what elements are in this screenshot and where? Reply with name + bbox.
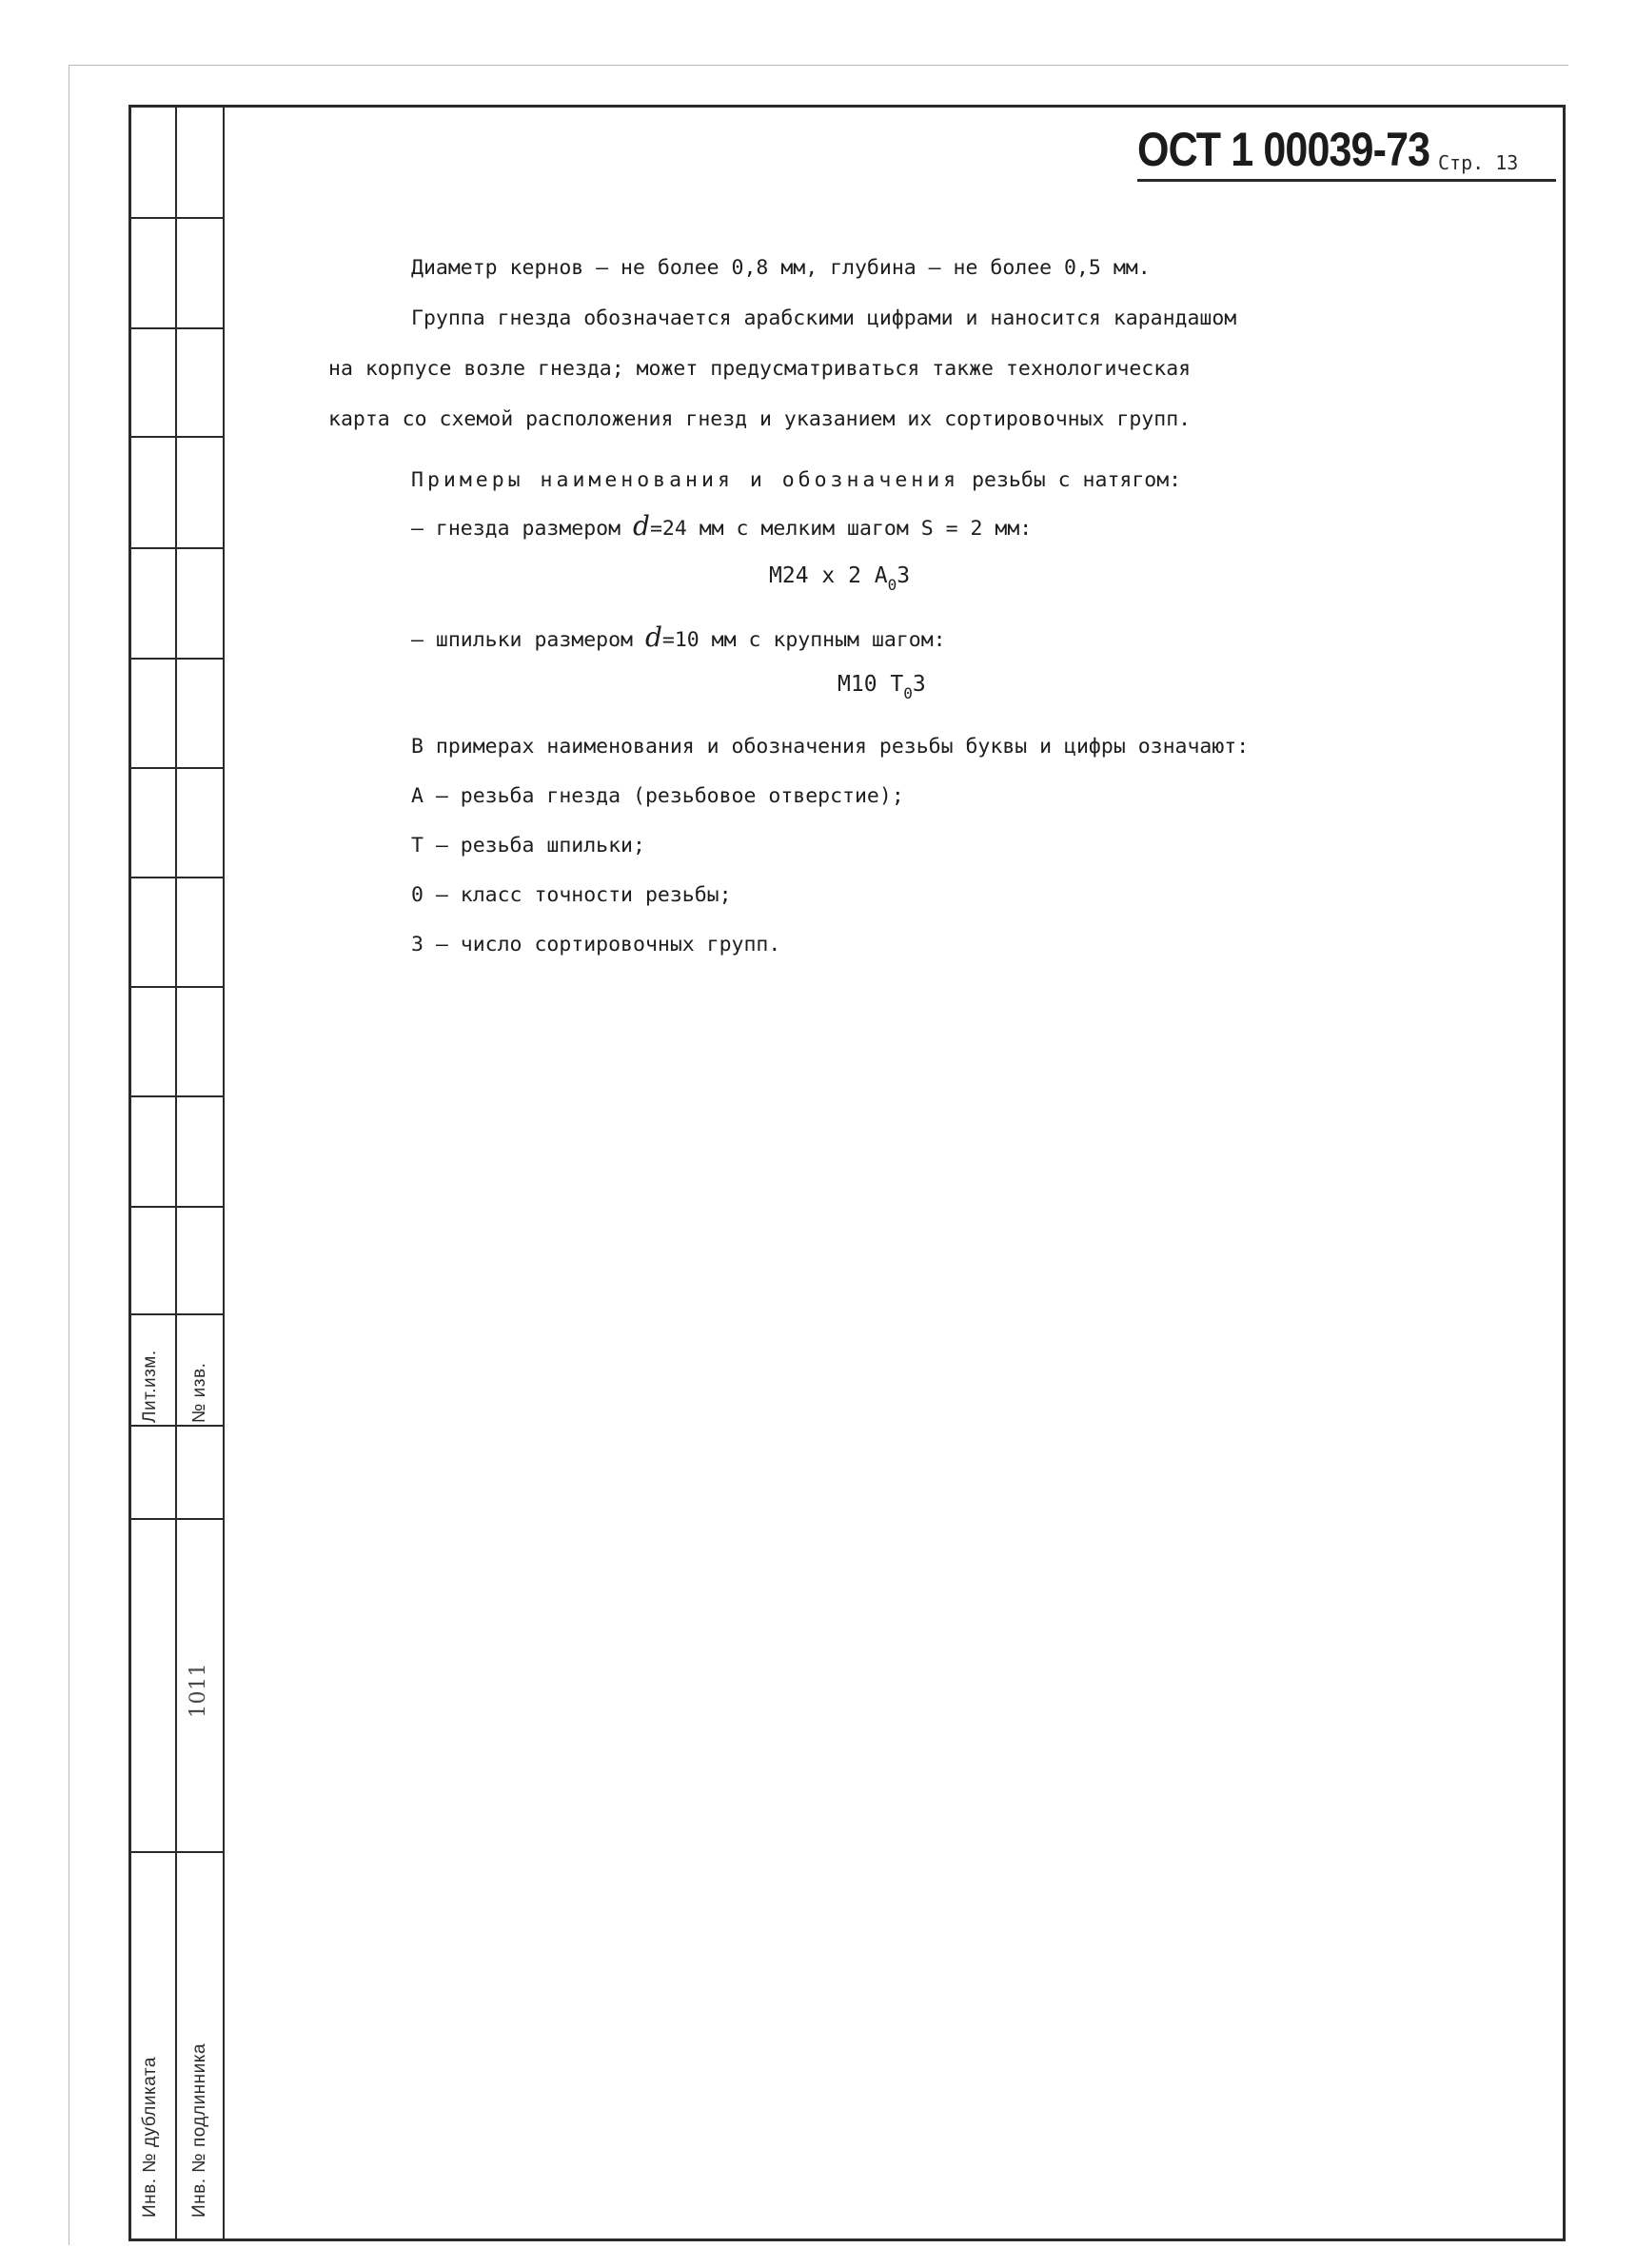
diameter-symbol: d: [633, 510, 650, 542]
examples-heading-spaced: Примеры наименования и обозначения: [411, 468, 960, 492]
example-socket-line: [411, 512, 1032, 543]
stamp-column-right: [175, 105, 225, 2241]
stamp-label-lit-izm: Лит.изм.: [140, 1350, 160, 1423]
formula-stud-tail: 3: [912, 672, 926, 697]
legend-item-0: 0 – класс точности резьбы;: [411, 883, 732, 907]
stamp-row-divider: [128, 1518, 225, 1520]
stamp-row-divider: [128, 1851, 225, 1853]
paragraph-group-line-2: на корпусе возле гнезда; может предусматриваться также технологическая: [328, 357, 1192, 381]
page-number: Стр. 13: [1438, 151, 1519, 174]
example-stud-size: =10 мм с крупным шагом:: [661, 628, 946, 652]
example-socket-text: – гнезда размером: [411, 517, 621, 541]
stamp-handwritten-number: 1011: [187, 1663, 210, 1718]
stamp-row-divider: [128, 1425, 225, 1427]
formula-stud: [838, 670, 926, 700]
pitch-symbol: S: [920, 517, 934, 541]
stamp-row-divider: [128, 1313, 225, 1315]
stamp-row-divider: [128, 1095, 225, 1097]
stamp-row-divider: [128, 767, 225, 769]
paragraph-kern-diameter: Диаметр кернов – не более 0,8 мм, глубина – не более 0,5 мм.: [411, 256, 1151, 280]
formula-stud-main: М10 Т: [838, 672, 904, 697]
stamp-row-divider: [128, 436, 225, 438]
formula-socket: [769, 562, 910, 592]
example-socket-pitch: = 2 мм:: [945, 517, 1033, 541]
stamp-row-divider: [128, 547, 225, 549]
page-header: [1137, 122, 1519, 177]
document-id: ОСТ 1 00039-73: [1137, 123, 1430, 176]
diameter-symbol: d: [644, 621, 662, 653]
example-stud-text: – шпильки размером: [411, 628, 633, 652]
formula-stud-subscript: 0: [903, 684, 913, 702]
stamp-label-inv-dublikata: Инв. № дубликата: [140, 2057, 160, 2218]
stamp-row-divider: [128, 217, 225, 219]
stamp-row-divider: [128, 327, 225, 329]
paragraph-group-line-3: карта со схемой расположения гнезд и указанием их сортировочных групп.: [328, 407, 1192, 431]
legend-item-t: Т – резьба шпильки;: [411, 834, 645, 858]
stamp-row-divider: [128, 986, 225, 988]
stamp-label-inv-podlinnika: Инв. № подлинника: [189, 2042, 209, 2218]
stamp-label-no-izv: № изв.: [189, 1362, 209, 1423]
stamp-row-divider: [128, 1206, 225, 1208]
stamp-row-divider: [128, 658, 225, 660]
legend-intro: В примерах наименования и обозначения резьбы буквы и цифры означают:: [411, 735, 1250, 759]
examples-heading: [411, 466, 1181, 495]
paragraph-group-line-1: Группа гнезда обозначается арабскими цифрами и наносится карандашом: [411, 306, 1237, 330]
examples-heading-rest: резьбы с натягом:: [972, 468, 1182, 492]
legend-item-3: 3 – число сортировочных групп.: [411, 933, 781, 957]
header-underline: [1137, 179, 1556, 182]
formula-socket-tail: 3: [897, 563, 911, 588]
stamp-column-left: [128, 105, 177, 2241]
example-socket-size: =24 мм с мелким шагом: [649, 517, 909, 541]
stamp-row-divider: [128, 877, 225, 878]
legend-item-a: А – резьба гнезда (резьбовое отверстие);: [411, 784, 904, 808]
formula-socket-main: М24 х 2 А: [769, 563, 888, 588]
example-stud-line: [411, 623, 946, 655]
formula-socket-subscript: 0: [887, 576, 897, 594]
